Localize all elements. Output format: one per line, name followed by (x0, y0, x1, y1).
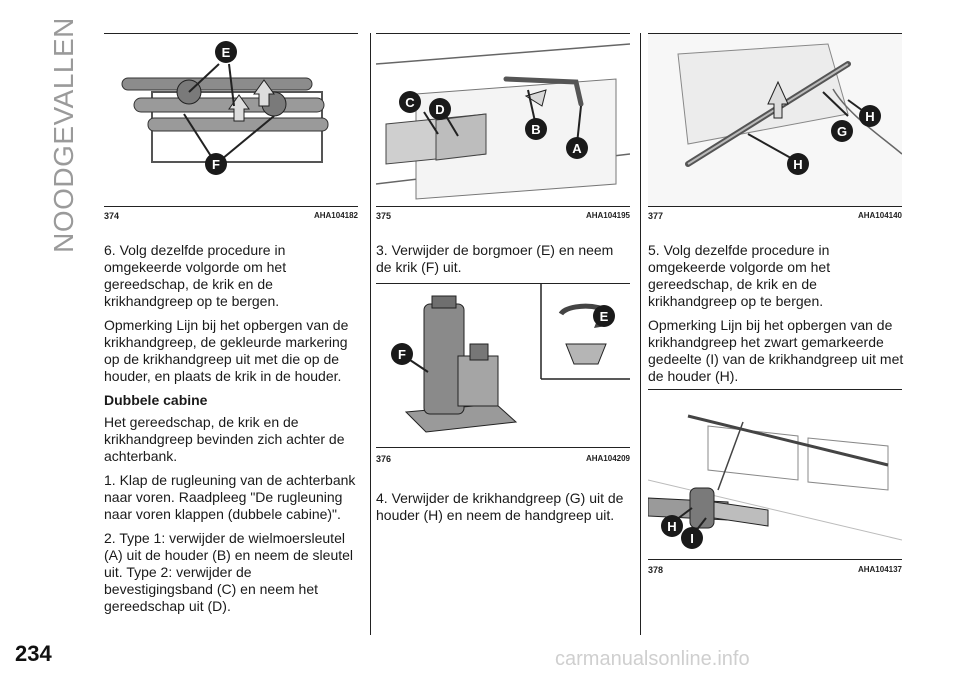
callout-label: H (667, 519, 677, 534)
figure-frame (104, 33, 358, 207)
figure-number: 376 (376, 454, 392, 464)
callout-label: H (865, 109, 875, 124)
callout-label: E (599, 309, 609, 324)
figure-frame (648, 33, 902, 207)
callout-label: D (435, 102, 445, 117)
jack-illustration (376, 284, 630, 447)
paragraph: Opmerking Lijn bij het opbergen van de krikhandgreep het zwart gemarkeerde gedeelte (I) van de krikhandgreep uit met de houder (H). (648, 317, 904, 384)
column-2-text (376, 242, 630, 283)
callout-g (831, 120, 853, 142)
callout-e (215, 41, 237, 63)
tool-storage-illustration (376, 34, 630, 206)
figure-number: 375 (376, 211, 392, 221)
tool-rack-illustration (104, 34, 358, 206)
paragraph: 5. Volg dezelfde procedure in omgekeerde volgorde om het gereedschap, de krik en de krikhandgreep op te bergen. (648, 242, 831, 309)
callout-i (681, 527, 703, 549)
figure-frame (648, 389, 902, 560)
callout-h (661, 515, 683, 537)
watermark: carmanualsonline.info (555, 648, 750, 670)
callout-d (429, 98, 451, 120)
page-number: 234 (15, 641, 52, 666)
handle-marking-illustration (648, 390, 902, 559)
figure-code: AHA104137 (857, 565, 902, 574)
callout-f (205, 153, 227, 175)
callout-e (593, 305, 615, 327)
figure-number: 374 (104, 211, 120, 221)
column-divider (370, 33, 371, 635)
figure-377 (648, 33, 902, 231)
callout-label: C (405, 95, 415, 110)
callout-f (391, 343, 413, 365)
figure-378 (648, 389, 902, 579)
column-divider (640, 33, 641, 635)
figure-375 (376, 33, 630, 231)
paragraph: Het gereedschap, de krik en de krikhandgreep bevinden zich achter de achterbank. (104, 414, 345, 464)
figure-code: AHA104195 (585, 211, 630, 220)
callout-label: I (690, 531, 694, 546)
paragraph: 2. Type 1: verwijder de wielmoersleutel (A) uit de houder (B) en neem de sleutel uit. Type 2: verwijder de bevestigingsband (C) en neem het gereedschap uit (D). (104, 530, 354, 614)
callout-a (566, 137, 588, 159)
paragraph: 1. Klap de rugleuning van de achterbank naar voren. Raadpleeg "De rugleuning naar voren klappen (dubbele cabine)". (104, 472, 356, 522)
callout-label: B (531, 122, 541, 137)
callout-label: H (793, 157, 803, 172)
callout-b (525, 118, 547, 140)
callout-label: F (212, 157, 220, 172)
figure-frame (376, 33, 630, 207)
figure-374 (104, 33, 358, 231)
paragraph: Opmerking Lijn bij het opbergen van de krikhandgreep, de gekleurde markering op de krikhandgreep uit met die op de houder, en plaats de krik in de houder. (104, 317, 349, 384)
column-1-text (104, 242, 360, 622)
section-title (44, 17, 84, 253)
figure-number: 378 (648, 565, 664, 575)
callout-label: F (398, 347, 406, 362)
paragraph: 6. Volg dezelfde procedure in omgekeerde volgorde om het gereedschap, de krik en de krikhandgreep op te bergen. (104, 242, 287, 309)
figure-code: AHA104182 (313, 211, 358, 220)
callout-label: E (221, 45, 231, 60)
paragraph: 3. Verwijder de borgmoer (E) en neem de krik (F) uit. (376, 242, 614, 275)
section-title-text: NOODGEVALLEN (48, 17, 79, 253)
column-3-text (648, 242, 904, 392)
figure-frame (376, 283, 630, 448)
figure-376 (376, 283, 630, 473)
callout-label: G (836, 124, 848, 139)
callout-h-top (859, 105, 881, 127)
section-heading: Dubbele cabine (104, 392, 208, 408)
column-2-text-lower (376, 490, 630, 531)
figure-number: 377 (648, 211, 664, 221)
callout-c (399, 91, 421, 113)
paragraph: 4. Verwijder de krikhandgreep (G) uit de houder (H) en neem de handgreep uit. (376, 490, 624, 523)
callout-h-bottom (787, 153, 809, 175)
handle-holder-illustration (648, 34, 902, 206)
callout-label: A (572, 141, 582, 156)
figure-code: AHA104140 (857, 211, 902, 220)
figure-code: AHA104209 (585, 454, 630, 463)
